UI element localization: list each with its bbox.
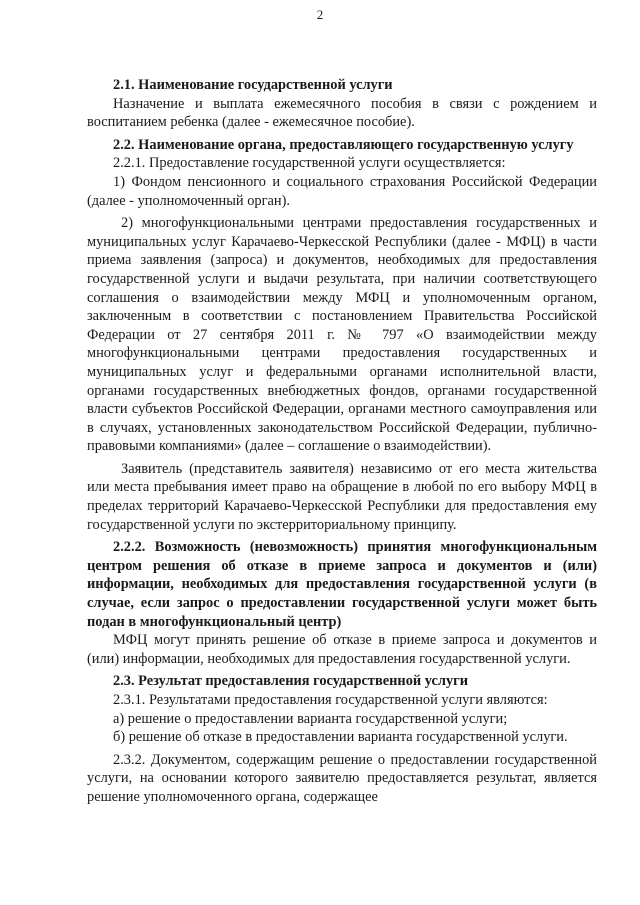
list-item-1: 1) Фондом пенсионного и социального страхования Российской Федерации (далее - уполномоченный орган). (87, 173, 597, 209)
section-2-1-heading: 2.1. Наименование государственной услуги (113, 77, 393, 93)
section-2-1-text: Назначение и выплата ежемесячного пособия в связи с рождением и воспитанием ребенка (далее - ежемесячное пособие). (87, 95, 597, 131)
document-body (87, 72, 597, 807)
section-2-2-heading: 2.2. Наименование органа, предоставляющего государственную услугу (113, 136, 574, 153)
result-item-b: б) решение об отказе в предоставлении варианта государственной услуги. (113, 729, 568, 746)
result-item-a: а) решение о предоставлении варианта государственной услуги; (113, 710, 508, 727)
paragraph-2-3-2: 2.3.2. Документом, содержащим решение о предоставлении государственной услуги, на основании которого заявителю предоставляется результат, является решение уполномоченного органа, содержащее (87, 751, 597, 805)
applicant-paragraph: Заявитель (представитель заявителя) независимо от его места жительства или места пребывания имеет право на обращение в любой по его выбору МФЦ в пределах территорий Карачаево-Черкесской Республики для предоставления ему государственной услуги по экстерриториальному принципу. (87, 460, 597, 533)
section-2-3-heading: 2.3. Результат предоставления государственной услуги (113, 673, 469, 690)
paragraph-2-2-2-heading: 2.2.2. Возможность (невозможность) принятия многофункциональным центром решения об отказе в приеме запроса и документов и (или) информации, необходимых для предоставления государственной услуги (в случае, если запрос о предоставлении государственной услуги может быть подан в многофункциональный центр) (87, 539, 597, 630)
paragraph-2-3-1: 2.3.1. Результатами предоставления государственной услуги являются: (113, 692, 548, 708)
list-item-2: 2) многофункциональными центрами предоставления государственных и муниципальных услуг Карачаево-Черкесской Республики (далее - МФЦ) в части приема заявления (запроса) и документов, необходимых для предоставления государственной услуги и выдачи результата, при наличии соответствующего соглашения о взаимодействии между МФЦ и уполномоченным органом, заключенным в соответствии с постановлением Правительства Российской Федерации от 27 сентября 2011 г. № 797 «О взаимодействии между многофункциональными центрами предоставления государственных и муниципальных услуг и федеральными органами исполнительной власти, органами государственных внебюджетных фондов, органами государственной власти субъектов Российской Федерации, органами местного самоуправления или в случаях, установленных законодательством Российской Федерации, публично-правовыми компаниями» (далее – соглашение о взаимодействии). (87, 215, 597, 455)
paragraph-2-2-2-text: МФЦ могут принять решение об отказе в приеме запроса и документов и (или) информации, необходимых для предоставления государственной услуги. (87, 632, 597, 667)
paragraph-2-2-1: 2.2.1. Предоставление государственной услуги осуществляется: (113, 155, 506, 172)
page-number: 2 (316, 7, 324, 22)
